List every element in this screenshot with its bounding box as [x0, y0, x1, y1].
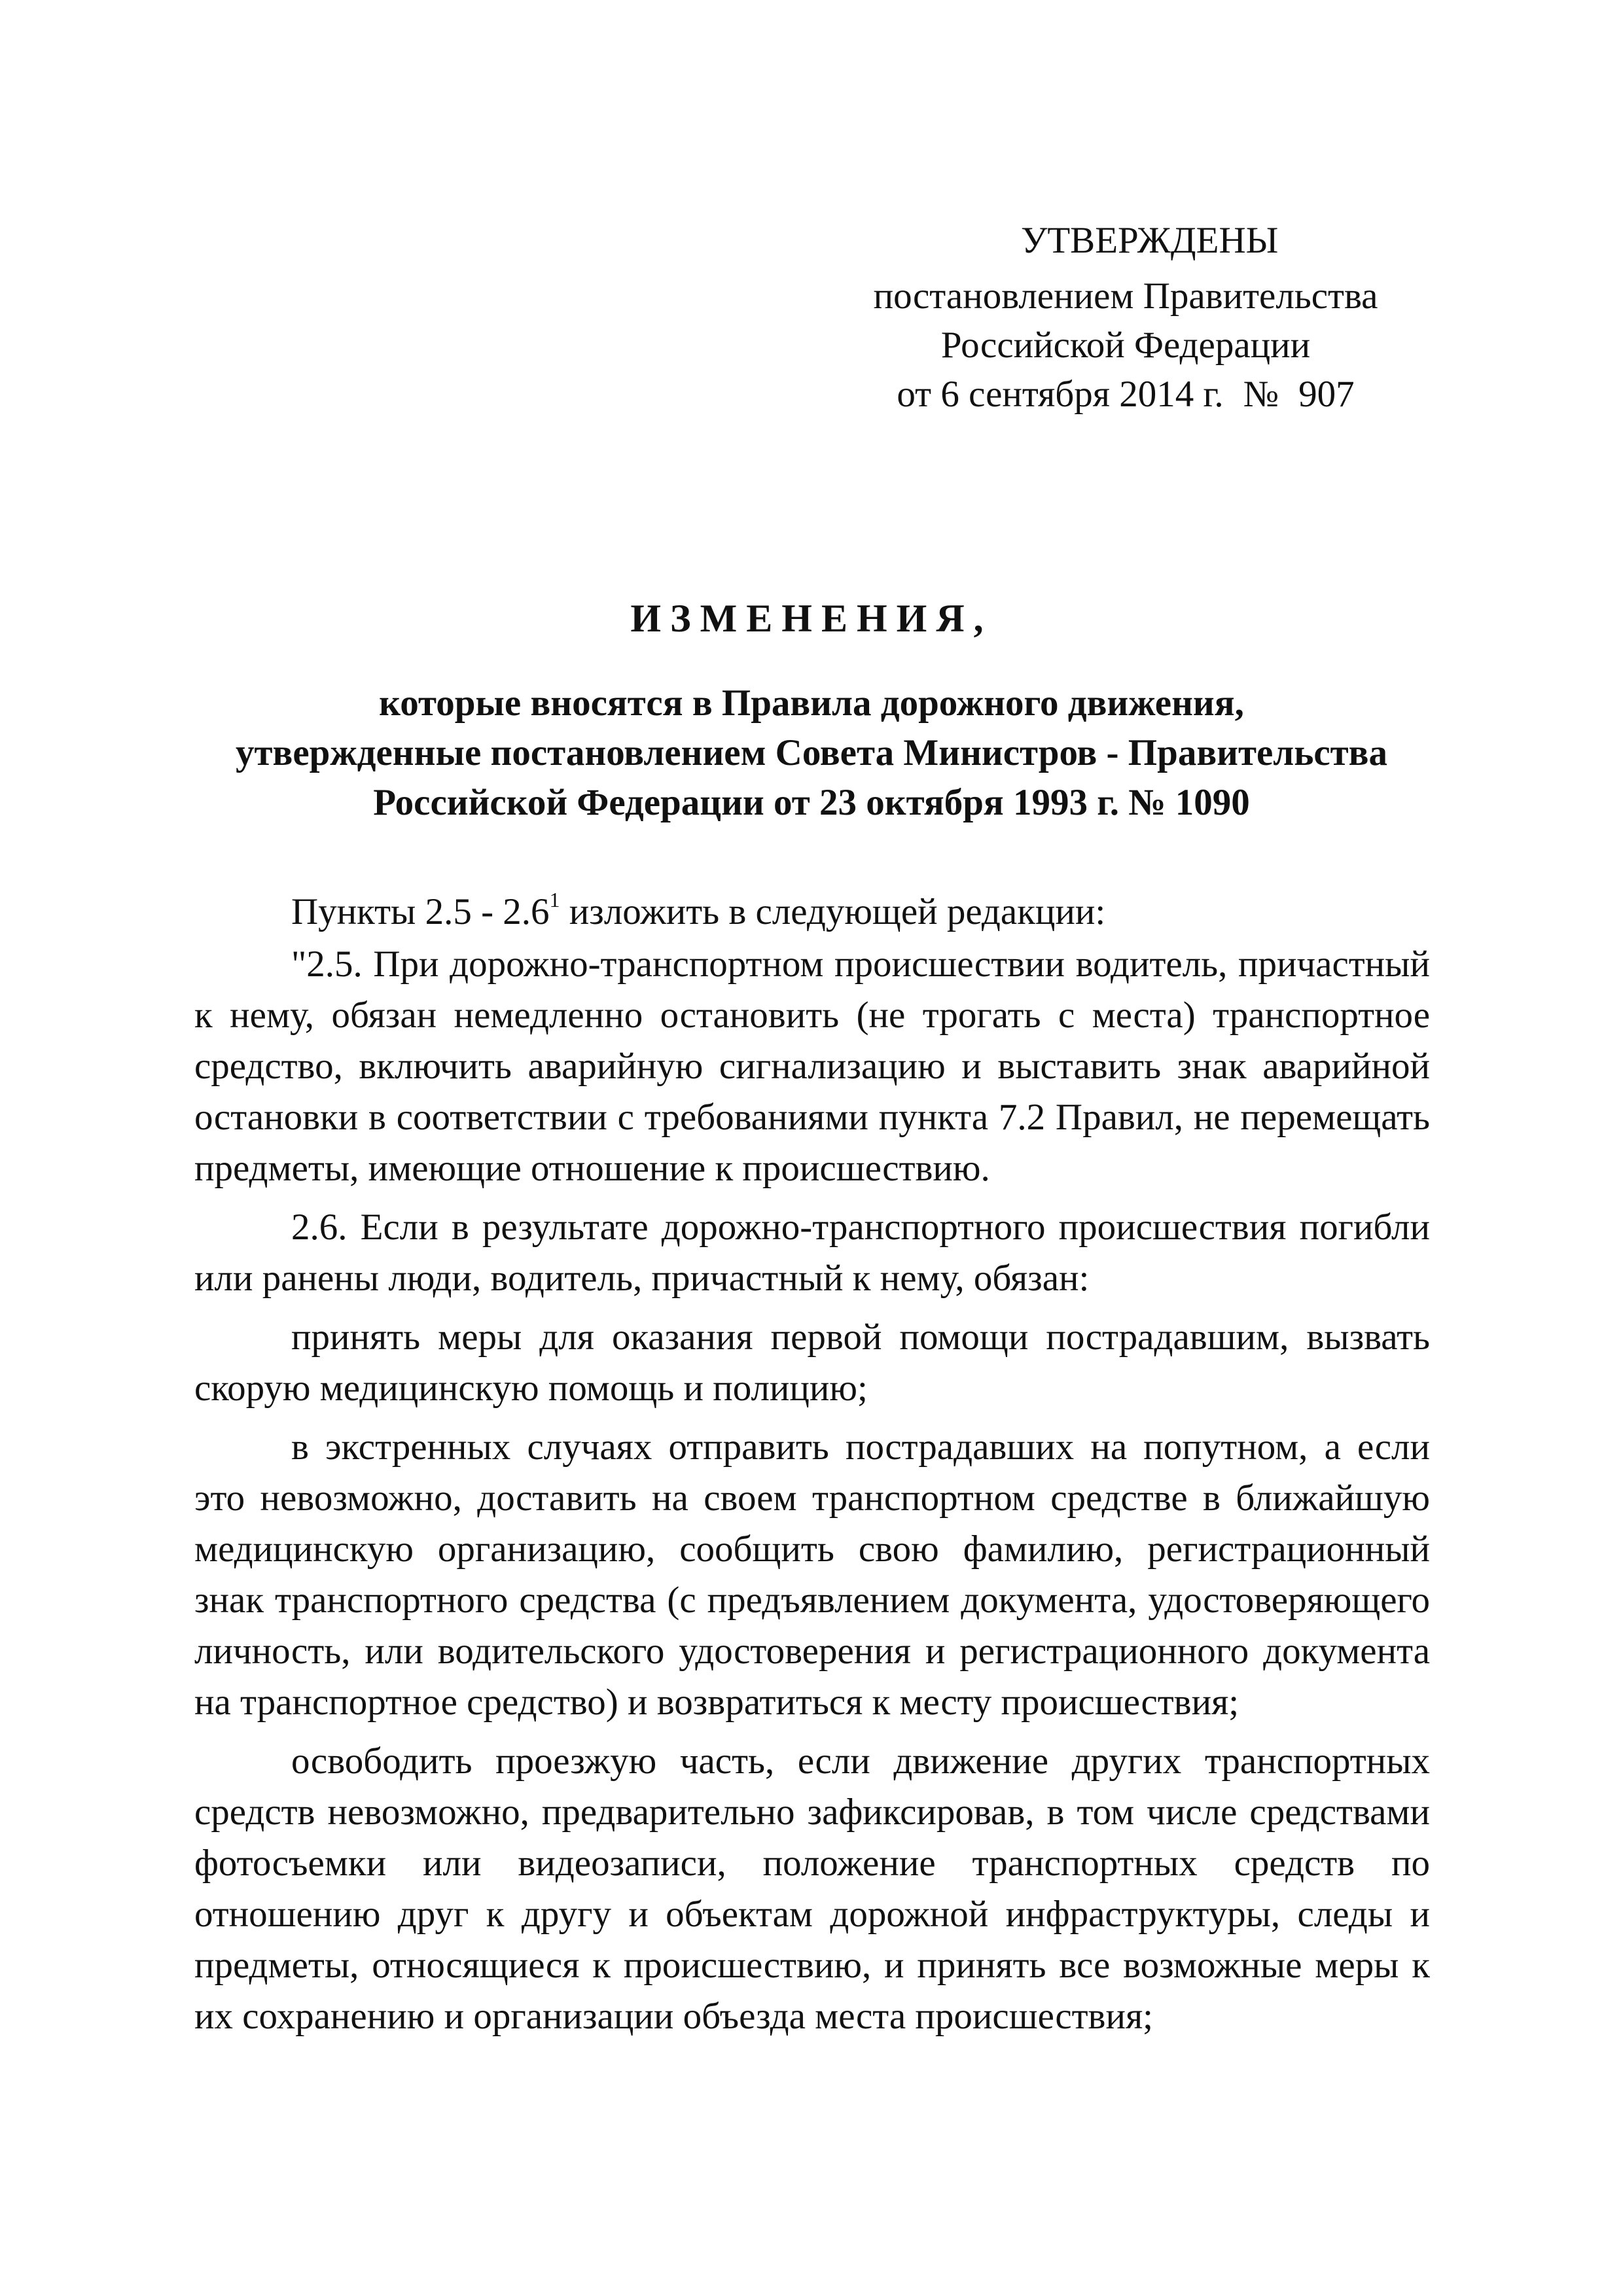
paragraph-clear-road: освободить проезжую часть, если движение других транспортных средств невозможно, предварительно зафиксировав, в том числе средствами фотосъемки или видеозаписи, положение транспортных средств по отношению друг к другу и объектам дорожной инфраструктуры, следы и предметы, относящиеся к происшествию, и принять все возможные меры к их сохранению и организации объезда места происшествия; — [194, 1740, 1430, 2037]
intro-text: Пункты 2.5 - 2.6 — [291, 891, 550, 932]
document-title: ИЗМЕНЕНИЯ, — [630, 597, 993, 640]
intro-superscript: 1 — [549, 888, 560, 911]
document-title-block — [170, 592, 1453, 828]
document-subtitle — [170, 679, 1453, 828]
paragraph-first-aid: принять меры для оказания первой помощи пострадавшим, вызвать скорую медицинскую помощь и полицию; — [194, 1316, 1430, 1409]
paragraph-emergency: в экстренных случаях отправить пострадавших на попутном, а если это невозможно, доставить на своем транспортном средстве в ближайшую медицинскую организацию, сообщить свою фамилию, регистрационный знак транспортного средства (с предъявлением документа, удостоверяющего личность, или водительского удостоверения и регистрационного документа на транспортное средство) и возвратиться к месту происшествия; — [194, 1426, 1430, 1723]
subtitle-line-2: утвержденные постановлением Совета Министров - Правительства — [236, 732, 1387, 773]
approval-date: от 6 сентября 2014 г. — [897, 374, 1224, 415]
document-body — [194, 887, 1430, 2042]
approval-number: 907 — [1298, 374, 1355, 415]
intro-paragraph — [194, 887, 1430, 938]
approval-number-sign: № — [1243, 374, 1279, 415]
paragraph-2-5: "2.5. При дорожно-транспортном происшествии водитель, причастный к нему, обязан немедленно остановить (не трогать с места) транспортное средство, включить аварийную сигнализацию и выставить знак аварийной остановки в соответствии с требованиями пункта 7.2 Правил, не перемещать предметы, имеющие отношение к происшествию. — [194, 944, 1430, 1189]
approval-heading: УТВЕРЖДЕНЫ — [1021, 220, 1279, 261]
approval-block — [831, 216, 1420, 419]
approval-date-line — [831, 370, 1420, 419]
paragraph-2-6: 2.6. Если в результате дорожно-транспортного происшествия погибли или ранены люди, водитель, причастный к нему, обязан: — [194, 1207, 1430, 1299]
intro-text-end: изложить в следующей редакции: — [560, 891, 1106, 932]
approval-line-1: постановлением Правительства — [873, 275, 1378, 317]
subtitle-line-1: которые вносятся в Правила дорожного движения, — [379, 682, 1244, 724]
subtitle-line-3: Российской Федерации от 23 октября 1993 г. № 1090 — [373, 782, 1250, 823]
approval-line-2: Российской Федерации — [940, 325, 1311, 366]
